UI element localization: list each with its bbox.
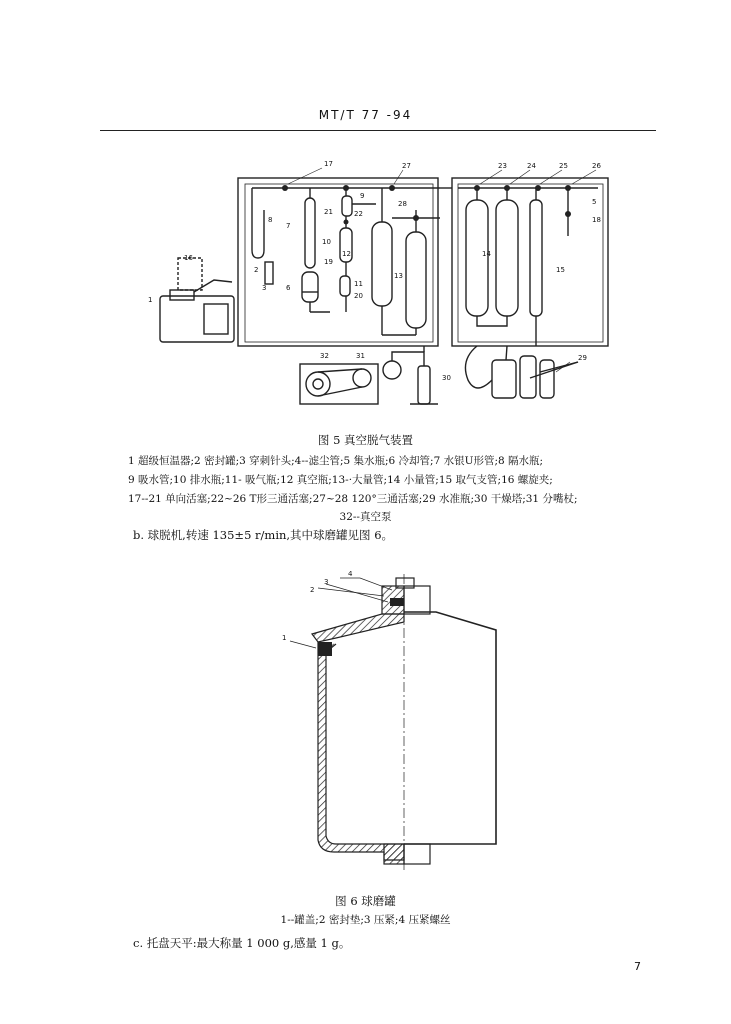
label-16: 16	[184, 254, 193, 262]
label-22: 22	[354, 210, 363, 218]
page-header: MT/T 77 -94	[318, 108, 413, 122]
label-4: 5	[592, 198, 597, 206]
fig6-label-1: 1	[282, 634, 287, 642]
figure5-labels	[148, 160, 601, 382]
figure5-diagram	[0, 0, 731, 420]
label-29: 29	[578, 354, 587, 362]
label-20: 21	[324, 208, 333, 216]
label-12: 13	[394, 272, 403, 280]
fig6-label-2: 2	[310, 586, 315, 594]
label-14: 15	[556, 266, 565, 274]
figure6-legend: 1--罐盖;2 密封垫;3 压紧;4 压紧螺丝	[280, 914, 451, 926]
figure5-legend-line-2: 9 吸水管;10 排水瓶;11- 吸气瓶;12 真空瓶;13-·大量管;14 小量管;15 取气支管;16 螺旋夹;	[128, 474, 553, 486]
label-27: 27	[402, 162, 411, 170]
label-6: 7	[286, 222, 291, 230]
label-2: 2	[254, 266, 259, 274]
label-30: 30	[442, 374, 451, 382]
label-28: 28	[398, 200, 407, 208]
figure5-legend-line-3: 17--21 单向活塞;22~26 T形三通活塞;27~28 120°三通活塞;29 水准瓶;30 干燥塔;31 分嘴杖;	[128, 493, 578, 505]
label-5: 6	[286, 284, 291, 292]
label-13: 14	[482, 250, 491, 258]
label-1: 1	[148, 296, 153, 304]
figure5-legend-line-1: 1 超级恒温器;2 密封罐;3 穿刺针头;4--滤尘管;5 集水瓶;6 冷却管;7 水银U形管;8 隔水瓶;	[128, 455, 544, 467]
label-18: 19	[324, 258, 333, 266]
label-17: 17	[324, 160, 333, 168]
label-15: 18	[592, 216, 601, 224]
label-9: 10	[322, 238, 331, 246]
paragraph-b: b. 球脱机,转速 135±5 r/min,其中球磨罐见图 6。	[133, 528, 394, 542]
figure6-diagram	[0, 560, 731, 880]
label-19: 20	[354, 292, 363, 300]
figure6-caption: 图 6 球磨罐	[335, 894, 396, 908]
fig6-label-4: 4	[348, 570, 353, 578]
label-24: 24	[527, 162, 536, 170]
fig6-label-3: 3	[324, 578, 329, 586]
label-26: 26	[592, 162, 601, 170]
label-3: 3	[262, 284, 267, 292]
label-10: 11	[354, 280, 363, 288]
label-23: 23	[498, 162, 507, 170]
paragraph-c: c. 托盘天平:最大称量 1 000 g,感量 1 g。	[133, 936, 351, 950]
page-number: 7	[634, 960, 641, 973]
label-32: 32	[320, 352, 329, 360]
figure5-legend-line-4: 32--真空泵	[339, 511, 392, 523]
label-7: 8	[268, 216, 273, 224]
label-31: 31	[356, 352, 365, 360]
label-8: 9	[360, 192, 365, 200]
label-25: 25	[559, 162, 568, 170]
figure5-caption: 图 5 真空脱气装置	[317, 433, 414, 447]
label-11: 12	[342, 250, 351, 258]
